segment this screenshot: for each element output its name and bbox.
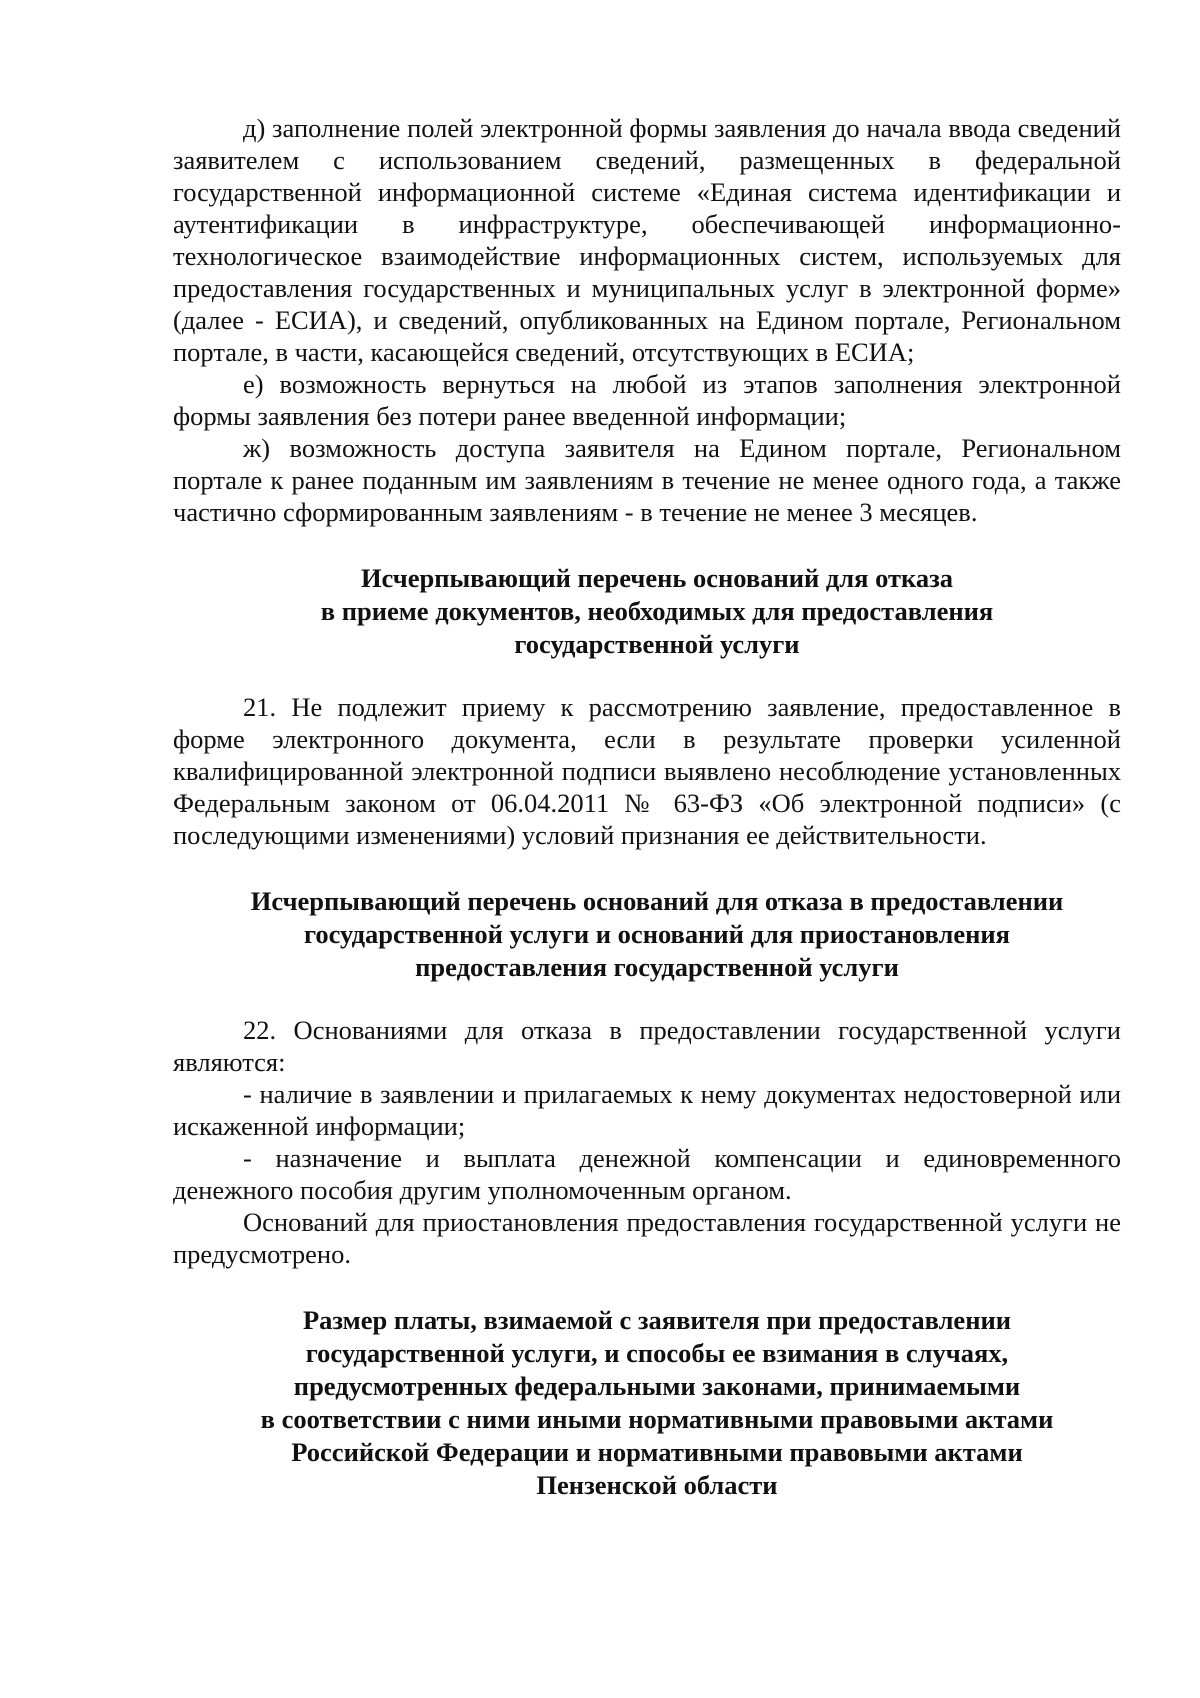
heading-line: государственной услуги <box>514 629 800 659</box>
paragraph-d: д) заполнение полей электронной формы заявления до начала ввода сведений заявителем с использованием сведений, размещенных в федеральной государственной информационной системе «Единая система идентификации и аутентификации в инфраструктуре, обеспечивающей информационно-технологическое взаимодействие информационных систем, используемых для предоставления государственных и муниципальных услуг в электронной форме» (далее - ЕСИА), и сведений, опубликованных на Едином портале, Региональном портале, в части, касающейся сведений, отсутствующих в ЕСИА; <box>173 113 1121 367</box>
heading-line: предусмотренных федеральными законами, принимаемыми <box>293 1371 1021 1401</box>
paragraph-22-item-2: - назначение и выплата денежной компенсации и единовременного денежного пособия другим уполномоченным органом. <box>173 1143 1121 1205</box>
section-heading-refusal-service <box>173 885 1121 984</box>
paragraph-22: 22. Основаниями для отказа в предоставлении государственной услуги являются: <box>173 1015 1121 1077</box>
heading-line: предоставления государственной услуги <box>415 952 899 982</box>
heading-line: Российской Федерации и нормативными правовыми актами <box>291 1437 1023 1467</box>
heading-line: в соответствии с ними иными нормативными правовыми актами <box>260 1404 1054 1434</box>
section-heading-fee <box>173 1304 1121 1502</box>
paragraph-e: е) возможность вернуться на любой из этапов заполнения электронной формы заявления без потери ранее введенной информации; <box>173 369 1121 431</box>
heading-line: Исчерпывающий перечень оснований для отказа <box>360 563 954 593</box>
document-page <box>173 112 1121 1502</box>
heading-line: Размер платы, взимаемой с заявителя при предоставлении <box>302 1305 1012 1335</box>
heading-line: в приеме документов, необходимых для предоставления <box>320 596 994 626</box>
heading-line: Пензенской области <box>536 1470 778 1500</box>
paragraph-zh: ж) возможность доступа заявителя на Едином портале, Региональном портале к ранее поданным им заявлениям в течение не менее одного года, а также частично сформированным заявлениям - в течение не менее 3 месяцев. <box>173 433 1121 527</box>
section-heading-refusal-acceptance <box>173 562 1121 661</box>
heading-line: государственной услуги и оснований для приостановления <box>304 919 1010 949</box>
paragraph-22-item-1: - наличие в заявлении и прилагаемых к нему документах недостоверной или искаженной информации; <box>173 1079 1121 1141</box>
paragraph-suspension: Оснований для приостановления предоставления государственной услуги не предусмотрено. <box>173 1207 1121 1269</box>
paragraph-21: 21. Не подлежит приему к рассмотрению заявление, предоставленное в форме электронного документа, если в результате проверки усиленной квалифицированной электронной подписи выявлено несоблюдение установленных Федеральным законом от 06.04.2011 № 63-ФЗ «Об электронной подписи» (с последующими изменениями) условий признания ее действительности. <box>173 692 1121 850</box>
heading-line: государственной услуги, и способы ее взимания в случаях, <box>305 1338 1009 1368</box>
heading-line: Исчерпывающий перечень оснований для отказа в предоставлении <box>250 886 1064 916</box>
